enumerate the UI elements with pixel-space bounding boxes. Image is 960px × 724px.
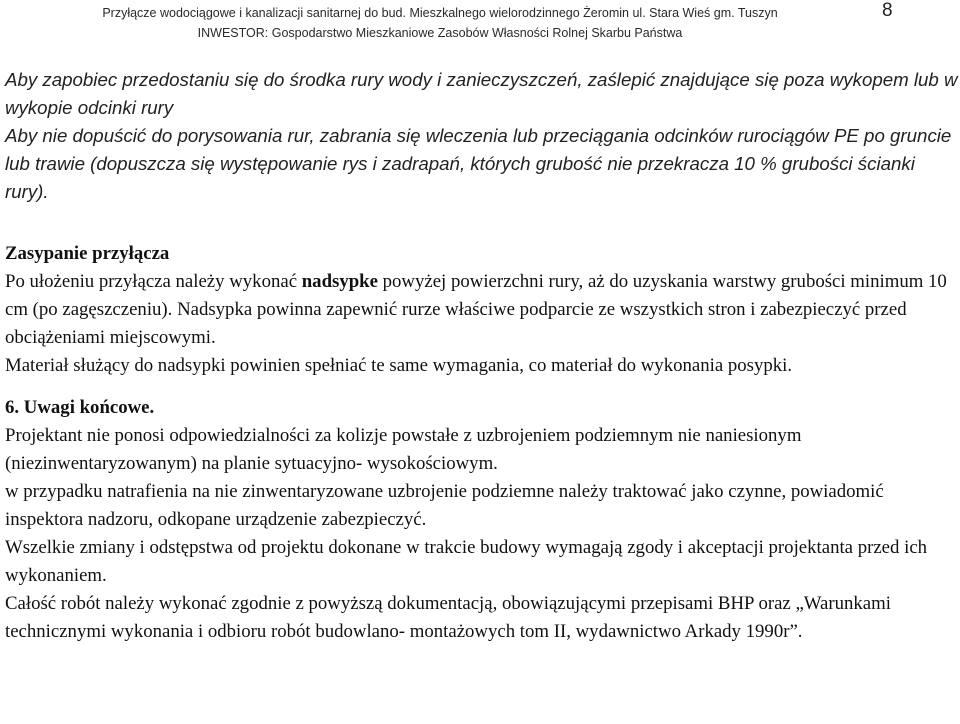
paragraph-backfill-material: Materiał służący do nadsypki powinien spełniać te same wymagania, co materiał do wykonania posypki. bbox=[5, 355, 793, 376]
page-number: 8 bbox=[882, 0, 893, 21]
paragraph-changes-approval: Wszelkie zmiany i odstępstwa od projektu dokonane w trakcie budowy wymagają zgody i akceptacji projektanta przed ich wykonaniem. bbox=[5, 537, 928, 586]
header-project-title: Przyłącze wodociągowe i kanalizacji sanitarnej do bud. Mieszkalnego wielorodzinnego Żeromin ul. Stara Wieś gm. Tuszyn bbox=[102, 6, 778, 20]
paragraph-unmapped-utilities: w przypadku natrafienia na nie zinwentaryzowane uzbrojenie podziemne należy traktować jako czynne, powiadomić inspektora nadzoru, odkopane urządzenie zabezpieczyć. bbox=[5, 481, 884, 530]
section-heading-backfill: Zasypanie przyłącza bbox=[5, 243, 170, 264]
section-heading-final-remarks: 6. Uwagi końcowe. bbox=[5, 397, 155, 418]
backfill-text-end: powyżej powierzchni rury, aż do uzyskania warstwy grubości minimum 10 cm (po zagęszczeniu). Nadsypka powinna zapewnić rurze właściwe podparcie ze wszystkich stron i zabezpieczyć przed obciążeniami miejscowymi. bbox=[5, 271, 947, 348]
paragraph-no-dragging: Aby nie dopuścić do porysowania rur, zabrania się wleczenia lub przeciągania odcinków rurociągów PE po gruncie lub trawie (dopuszcza się występowanie rys i zadrapań, których grubość nie przekracza 10 % grubości ścianki rury). bbox=[5, 125, 952, 202]
paragraph-liability: Projektant nie ponosi odpowiedzialności za kolizje powstałe z uzbrojeniem podziemnym nie naniesionym (niezinwentaryzowanym) na planie sytuacyjno- wysokościowym. bbox=[5, 425, 802, 474]
backfill-text-start: Po ułożeniu przyłącza należy wykonać bbox=[5, 271, 302, 292]
page-header bbox=[0, 0, 960, 48]
backfill-bold-term: nadsypke bbox=[301, 271, 378, 292]
paragraph-seal-pipes: Aby zapobiec przedostaniu się do środka rury wody i zanieczyszczeń, zaślepić znajdujące się poza wykopem lub w wykopie odcinki rury bbox=[5, 69, 958, 118]
paragraph-compliance: Całość robót należy wykonać zgodnie z powyższą dokumentacją, obowiązującymi przepisami BHP oraz „Warunkami technicznymi wykonania i odbioru robót budowlano- montażowych tom II, wydawnictwo Arkady 1990r”. bbox=[5, 593, 891, 642]
header-investor: INWESTOR: Gospodarstwo Mieszkaniowe Zasobów Własności Rolnej Skarbu Państwa bbox=[197, 26, 683, 40]
paragraph-backfill bbox=[5, 268, 957, 352]
pipe-protection-section bbox=[5, 66, 960, 206]
document-body bbox=[5, 240, 957, 646]
spacer bbox=[5, 380, 957, 394]
